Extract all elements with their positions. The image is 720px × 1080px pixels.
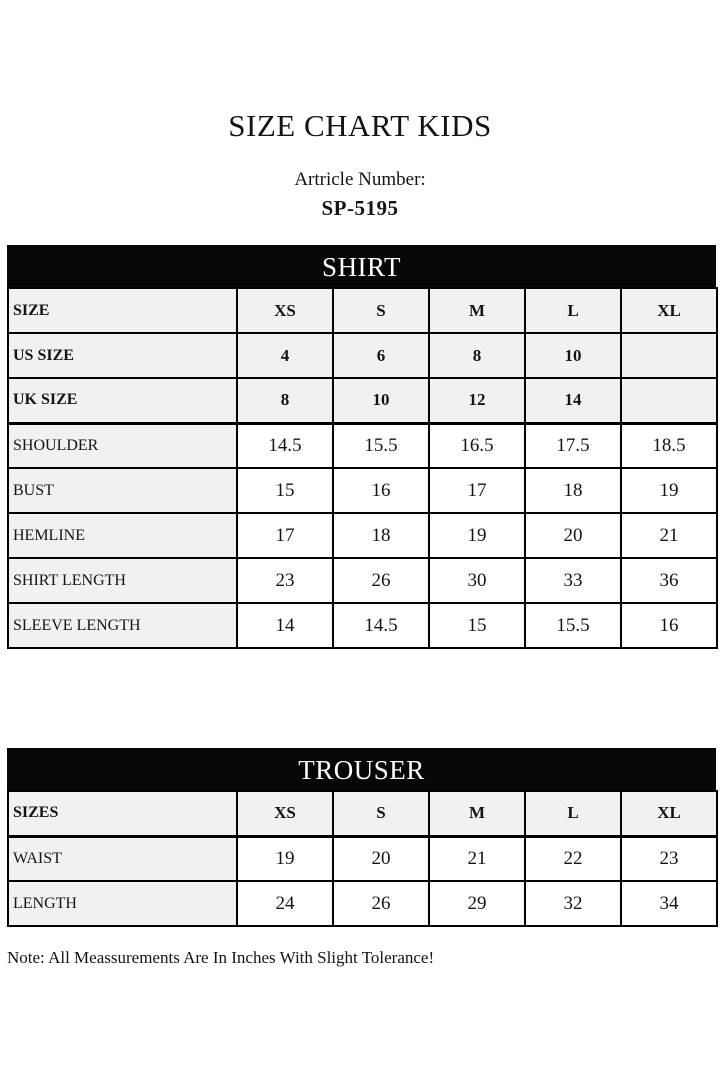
size-cell-xl: XL (621, 791, 717, 836)
value-cell: 19 (237, 836, 333, 881)
value-cell: 16 (621, 603, 717, 648)
value-cell: 23 (621, 836, 717, 881)
trouser-section-header: TROUSER (7, 748, 716, 790)
row-label: HEMLINE (8, 513, 237, 558)
value-cell: 18.5 (621, 423, 717, 468)
value-cell: 16 (333, 468, 429, 513)
size-cell-m: M (429, 288, 525, 333)
value-cell: 19 (621, 468, 717, 513)
row-label: SLEEVE LENGTH (8, 603, 237, 648)
size-cell-l: L (525, 288, 621, 333)
value-cell: 21 (429, 836, 525, 881)
value-cell-empty (621, 378, 717, 423)
value-cell: 20 (525, 513, 621, 558)
value-cell: 36 (621, 558, 717, 603)
value-cell: 17 (429, 468, 525, 513)
value-cell: 17.5 (525, 423, 621, 468)
shirt-row-size (8, 288, 717, 333)
shirt-section (7, 245, 716, 649)
row-label: LENGTH (8, 881, 237, 926)
value-cell: 18 (333, 513, 429, 558)
value-cell: 30 (429, 558, 525, 603)
size-cell-m: M (429, 791, 525, 836)
size-cell-xs: XS (237, 288, 333, 333)
trouser-row-sizes (8, 791, 717, 836)
row-label: SIZES (8, 791, 237, 836)
size-cell-xl: XL (621, 288, 717, 333)
trouser-row-length (8, 881, 717, 926)
value-cell: 34 (621, 881, 717, 926)
value-cell: 14.5 (237, 423, 333, 468)
size-cell-s: S (333, 288, 429, 333)
row-label: BUST (8, 468, 237, 513)
shirt-row-us-size (8, 333, 717, 378)
value-cell: 14 (237, 603, 333, 648)
value-cell: 21 (621, 513, 717, 558)
value-cell: 22 (525, 836, 621, 881)
row-label: UK SIZE (8, 378, 237, 423)
trouser-row-waist (8, 836, 717, 881)
size-cell-l: L (525, 791, 621, 836)
value-cell: 14.5 (333, 603, 429, 648)
value-cell-empty (621, 333, 717, 378)
shirt-row-bust (8, 468, 717, 513)
value-cell: 19 (429, 513, 525, 558)
value-cell: 15.5 (525, 603, 621, 648)
value-cell: 15 (429, 603, 525, 648)
value-cell: 23 (237, 558, 333, 603)
value-cell: 32 (525, 881, 621, 926)
value-cell: 33 (525, 558, 621, 603)
value-cell: 4 (237, 333, 333, 378)
shirt-row-uk-size (8, 378, 717, 423)
row-label: US SIZE (8, 333, 237, 378)
shirt-row-shoulder (8, 423, 717, 468)
value-cell: 26 (333, 558, 429, 603)
size-cell-xs: XS (237, 791, 333, 836)
trouser-table (7, 790, 718, 927)
shirt-row-shirt-length (8, 558, 717, 603)
value-cell: 16.5 (429, 423, 525, 468)
shirt-row-hemline (8, 513, 717, 558)
value-cell: 15 (237, 468, 333, 513)
value-cell: 14 (525, 378, 621, 423)
row-label: SHIRT LENGTH (8, 558, 237, 603)
value-cell: 29 (429, 881, 525, 926)
value-cell: 10 (525, 333, 621, 378)
trouser-section (7, 748, 716, 927)
shirt-row-sleeve-length (8, 603, 717, 648)
shirt-section-header: SHIRT (7, 245, 716, 287)
value-cell: 26 (333, 881, 429, 926)
value-cell: 10 (333, 378, 429, 423)
value-cell: 12 (429, 378, 525, 423)
value-cell: 15.5 (333, 423, 429, 468)
value-cell: 18 (525, 468, 621, 513)
article-number-label: Artricle Number: (294, 169, 426, 190)
shirt-table (7, 287, 718, 649)
value-cell: 6 (333, 333, 429, 378)
value-cell: 8 (429, 333, 525, 378)
row-label: SHOULDER (8, 423, 237, 468)
note-text: Note: All Meassurements Are In Inches With Slight Tolerance! (7, 948, 435, 967)
page-title: SIZE CHART KIDS (228, 108, 492, 143)
size-cell-s: S (333, 791, 429, 836)
row-label: WAIST (8, 836, 237, 881)
value-cell: 17 (237, 513, 333, 558)
value-cell: 8 (237, 378, 333, 423)
row-label: SIZE (8, 288, 237, 333)
article-number-value: SP-5195 (321, 196, 399, 220)
value-cell: 20 (333, 836, 429, 881)
value-cell: 24 (237, 881, 333, 926)
